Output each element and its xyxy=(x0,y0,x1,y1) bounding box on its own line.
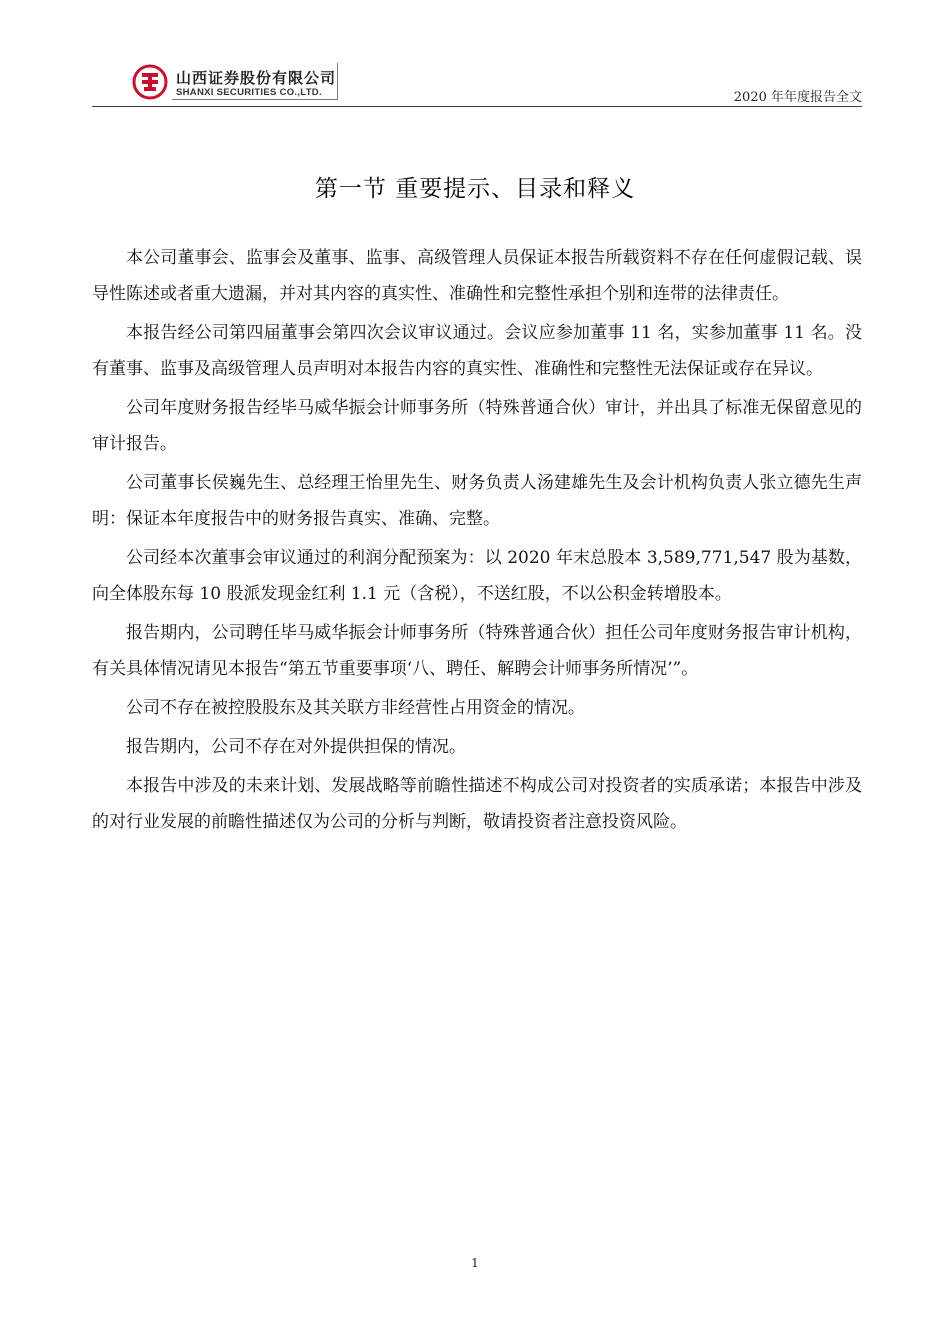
paragraph-profit-distribution: 公司经本次董事会审议通过的利润分配预案为：以 2020 年末总股本 3,589,771,547 股为基数，向全体股东每 10 股派发现金红利 1.1 元（含税），不送红股，不以公积金转增股本。 xyxy=(92,548,862,604)
paragraph-executive-statement: 公司董事长侯巍先生、总经理王怡里先生、财务负责人汤建雄先生及会计机构负责人张立德先生声明：保证本年度报告中的财务报告真实、准确、完整。 xyxy=(92,473,862,529)
report-title: 2020 年年度报告全文 xyxy=(733,90,862,105)
important-notice-body xyxy=(92,240,862,843)
section-title: 第一节 重要提示、目录和释义 xyxy=(314,176,636,203)
paragraph-responsibility: 本公司董事会、监事会及董事、监事、高级管理人员保证本报告所载资料不存在任何虚假记载、误导性陈述或者重大遗漏，并对其内容的真实性、准确性和完整性承担个别和连带的法律责任。 xyxy=(92,248,862,304)
company-name-en: SHANXI SECURITIES CO.,LTD. xyxy=(176,87,322,98)
page-header xyxy=(92,60,862,108)
paragraph-audit-opinion: 公司年度财务报告经毕马威华振会计师事务所（特殊普通合伙）审计，并出具了标准无保留意见的审计报告。 xyxy=(92,398,862,454)
paragraph-guarantee: 报告期内，公司不存在对外提供担保的情况。 xyxy=(126,737,466,757)
shanxi-securities-logo-icon xyxy=(132,64,168,100)
paragraph-forward-looking: 本报告中涉及的未来计划、发展战略等前瞻性描述不构成公司对投资者的实质承诺；本报告中涉及的对行业发展的前瞻性描述仅为公司的分析与判断，敬请投资者注意投资风险。 xyxy=(92,776,862,832)
page-number: 1 xyxy=(471,1256,479,1270)
paragraph-fund-occupation: 公司不存在被控股股东及其关联方非经营性占用资金的情况。 xyxy=(126,698,585,718)
header-divider xyxy=(92,106,862,107)
company-name-cn: 山西证券股份有限公司 xyxy=(176,69,337,87)
paragraph-auditor-appointment: 报告期内，公司聘任毕马威华振会计师事务所（特殊普通合伙）担任公司年度财务报告审计机构，有关具体情况请见本报告“第五节重要事项‘八、聘任、解聘会计师事务所情况’”。 xyxy=(92,623,862,679)
paragraph-board-approval: 本报告经公司第四届董事会第四次会议审议通过。会议应参加董事 11 名，实参加董事 11 名。没有董事、监事及高级管理人员声明对本报告内容的真实性、准确性和完整性无法保证或存在异议。 xyxy=(92,323,862,379)
